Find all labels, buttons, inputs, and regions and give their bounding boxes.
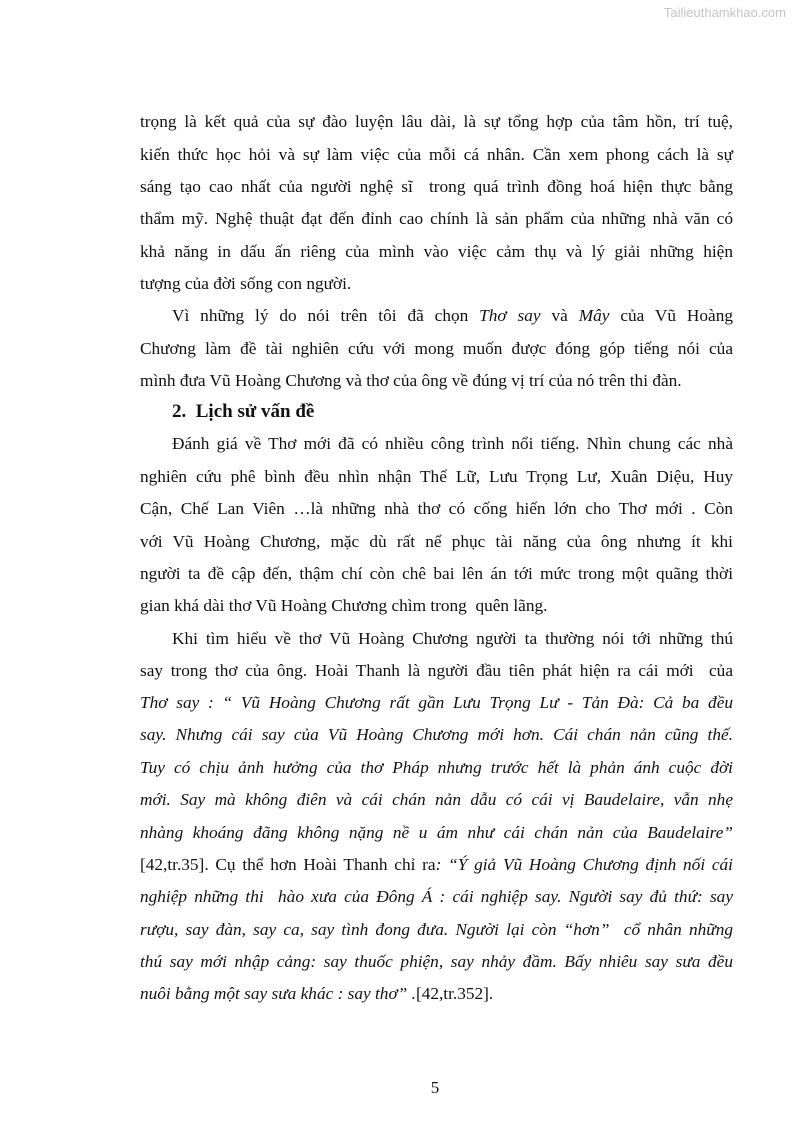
italic-text: nuôi bằng một say sưa khác : say thơ” . <box>140 984 416 1003</box>
text-segment: của Vũ Hoàng <box>609 306 733 325</box>
italic-text: : “Ý giả Vũ Hoàng Chương định nối cái <box>435 855 733 874</box>
text-line <box>140 950 733 974</box>
text-segment: mình đưa Vũ Hoàng Chương và thơ của ông về đúng vị trí của nó trên thi đàn. <box>140 371 682 390</box>
text-line <box>140 821 733 845</box>
text-line <box>140 788 733 812</box>
italic-text: Thơ say <box>479 306 541 325</box>
text-line <box>140 885 733 909</box>
text-segment: [42,tr.35]. Cụ thể hơn Hoài Thanh chỉ ra <box>140 855 436 874</box>
text-segment: [42,tr.352]. <box>415 984 494 1003</box>
text-segment: tượng của đời sống con người. <box>140 274 352 293</box>
italic-text: thú say mới nhập cảng: say thuốc phiện, say nhảy đầm. Bấy nhiêu say sưa đều <box>140 952 733 971</box>
text-segment: Vì những lý do nói trên tôi đã chọn <box>172 306 480 325</box>
italic-text: mới. Say mà không điên và cái chán nản dẫu có cái vị Baudelaire, vẫn nhẹ <box>140 790 733 809</box>
text-segment: Chương làm đề tài nghiên cứu với mong muốn được đóng góp tiếng nói của <box>140 339 733 358</box>
text-segment: với Vũ Hoàng Chương, mặc dù rất nể phục tài năng của ông nhưng ít khi <box>140 532 733 551</box>
watermark: Tailieuthamkhao.com <box>663 5 786 20</box>
text-line <box>140 497 733 521</box>
text-segment: Đánh giá về Thơ mới đã có nhiều công trình nổi tiếng. Nhìn chung các nhà <box>172 434 733 453</box>
italic-text: Tuy có chịu ảnh hưởng của thơ Pháp nhưng trước hết là phản ánh cuộc đời <box>140 758 733 777</box>
text-segment: thẩm mỹ. Nghệ thuật đạt đến đỉnh cao chính là sản phẩm của những nhà văn có <box>140 209 733 228</box>
text-line <box>140 110 733 134</box>
text-line <box>140 465 733 489</box>
page-number: 5 <box>430 1078 440 1097</box>
text-line <box>140 175 733 199</box>
text-line <box>140 240 733 264</box>
text-line <box>172 304 733 328</box>
italic-text: nhàng khoáng đãng không nặng nề u ám như cái chán nản của Baudelaire” <box>140 823 733 842</box>
text-segment: kiến thức học hỏi và sự làm việc của mỗi cá nhân. Cần xem phong cách là sự <box>140 145 733 164</box>
text-line <box>140 207 733 231</box>
text-line <box>140 143 733 167</box>
text-line <box>140 756 733 780</box>
text-line <box>140 562 733 586</box>
text-line <box>140 594 733 618</box>
text-segment: 2. Lịch sử vấn đề <box>172 401 315 422</box>
italic-text: say. Nhưng cái say của Vũ Hoàng Chương mới hơn. Cái chán nản cũng thế. <box>140 725 733 744</box>
text-segment: khả năng in dấu ấn riêng của mình vào việc cảm thụ và lý giải những hiện <box>140 242 733 261</box>
text-segment: say trong thơ của ông. Hoài Thanh là người đầu tiên phát hiện ra cái mới của <box>140 661 733 680</box>
text-line <box>140 369 733 393</box>
text-segment: Cận, Chế Lan Viên …là những nhà thơ có cống hiến lớn cho Thơ mới . Còn <box>140 499 733 518</box>
text-line <box>140 659 733 683</box>
text-segment: người ta đề cập đến, thậm chí còn chê bai lên án tới mức trong một quãng thời <box>140 564 733 583</box>
text-line <box>140 982 733 1006</box>
italic-text: nghiệp những thi hào xưa của Đông Á : cái nghiệp say. Người say đủ thứ: say <box>140 887 733 906</box>
text-line <box>140 272 733 296</box>
section-heading <box>172 400 733 424</box>
text-line <box>140 337 733 361</box>
italic-text: Thơ say : “ Vũ Hoàng Chương rất gần Lưu Trọng Lư - Tản Đà: Cả ba đều <box>140 693 733 712</box>
text-segment: Khi tìm hiểu về thơ Vũ Hoàng Chương người ta thường nói tới những thú <box>172 629 733 648</box>
text-segment: và <box>540 306 579 325</box>
italic-text: rượu, say đàn, say ca, say tình đong đưa. Người lại còn “hơn” cổ nhân những <box>140 920 733 939</box>
text-line <box>140 853 733 877</box>
text-segment: trọng là kết quả của sự đào luyện lâu dài, là sự tổng hợp của tâm hồn, trí tuệ, <box>140 112 733 131</box>
text-segment: nghiên cứu phê bình đều nhìn nhận Thế Lữ, Lưu Trọng Lư, Xuân Diệu, Huy <box>140 467 733 486</box>
text-line <box>172 432 733 456</box>
text-segment: sáng tạo cao nhất của người nghệ sĩ trong quá trình đồng hoá hiện thực bằng <box>140 177 733 196</box>
text-line <box>140 530 733 554</box>
text-line <box>140 691 733 715</box>
text-line <box>140 918 733 942</box>
italic-text: Mây <box>578 306 610 325</box>
text-segment: gian khá dài thơ Vũ Hoàng Chương chìm trong quên lãng. <box>140 596 548 615</box>
text-line <box>140 723 733 747</box>
text-line <box>172 627 733 651</box>
